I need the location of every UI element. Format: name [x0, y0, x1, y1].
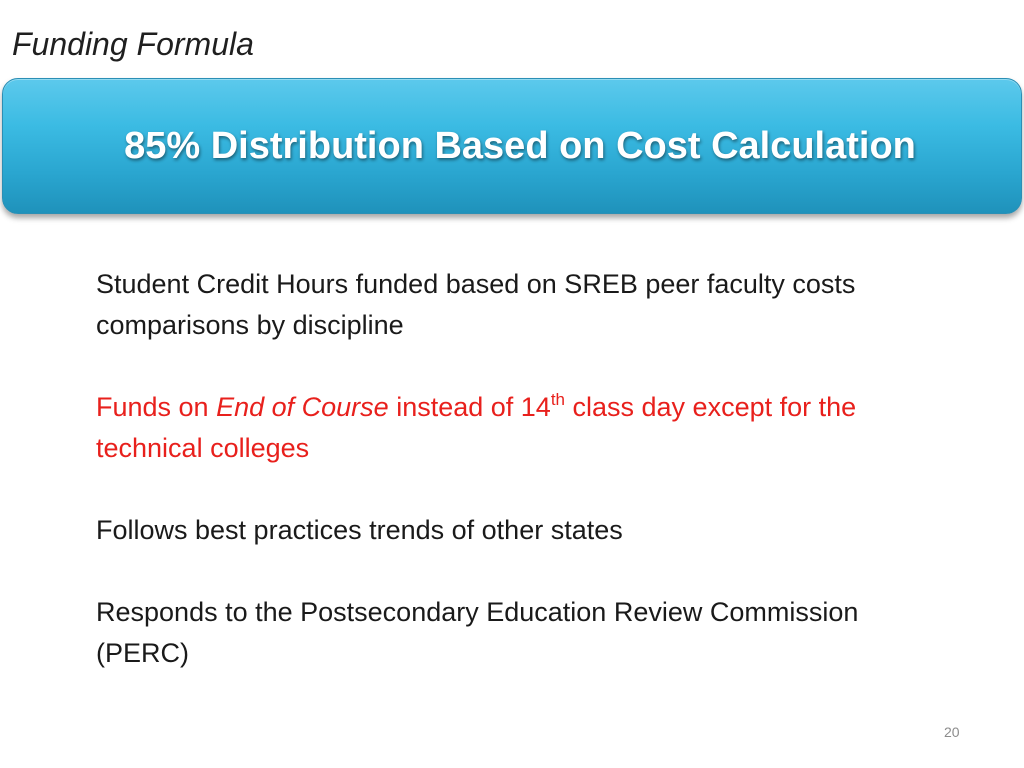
bullet-end-of-course [96, 387, 926, 469]
bullet-end-of-course-part3: class day except for the technical colleges [96, 392, 857, 463]
bullet-credit-hours: Student Credit Hours funded based on SREB peer faculty costs comparisons by discipline [96, 269, 856, 340]
bullet-end-of-course-part1: Funds on [96, 392, 217, 422]
banner [2, 78, 1022, 214]
bullet-end-of-course-superscript: th [550, 390, 565, 409]
banner-heading: 85% Distribution Based on Cost Calculation [124, 124, 916, 167]
content-body [96, 264, 926, 715]
bullet-best-practices: Follows best practices trends of other states [96, 515, 623, 545]
page-number: 20 [944, 724, 960, 740]
slide-title: Funding Formula [12, 26, 254, 62]
bullet-perc: Responds to the Postsecondary Education Review Commission (PERC) [96, 597, 859, 668]
bullet-end-of-course-part2: instead of 14 [388, 392, 551, 422]
bullet-end-of-course-italic: End of Course [216, 392, 389, 422]
